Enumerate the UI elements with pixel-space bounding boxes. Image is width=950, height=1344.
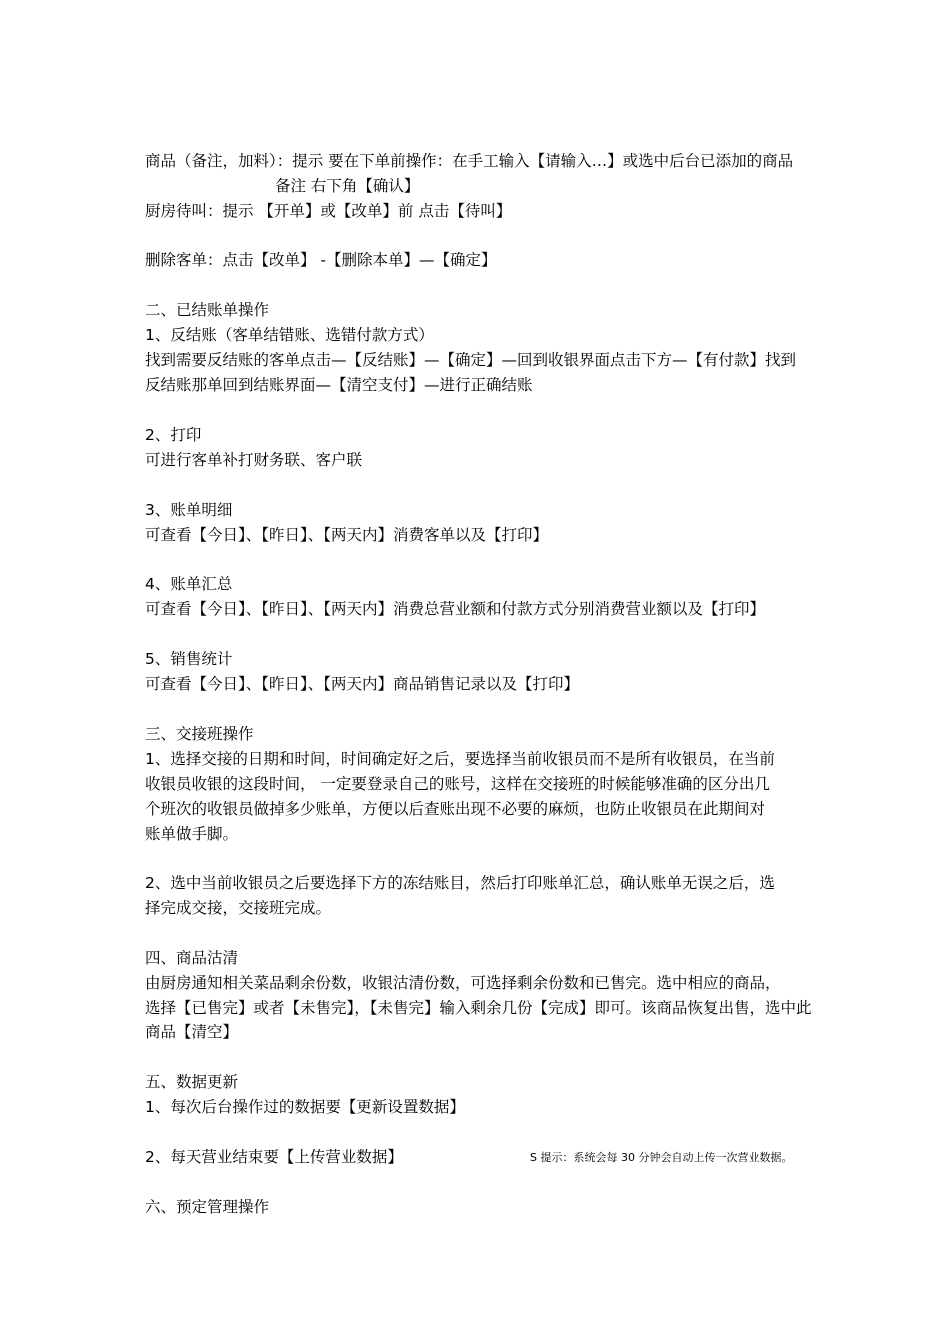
text-line: 备注 右下角【确认】: [275, 177, 420, 195]
text-line: 2、每天营业结束要【上传营业数据】: [145, 1148, 403, 1166]
text-line: 账单做手脚。: [145, 825, 239, 843]
text-line: 可查看【今日】、【昨日】、【两天内】消费总营业额和付款方式分别消费营业额以及【打印】: [145, 600, 766, 618]
section-heading: 六、预定管理操作: [145, 1198, 270, 1216]
subsection-heading: 4、账单汇总: [145, 575, 233, 593]
subsection-heading: 3、账单明细: [145, 501, 233, 519]
text-line: 可查看【今日】、【昨日】、【两天内】商品销售记录以及【打印】: [145, 675, 580, 693]
subsection-heading: 2、打印: [145, 426, 202, 444]
text-line: 可进行客单补打财务联、客户联: [145, 451, 363, 469]
section-heading: 四、商品沽清: [145, 949, 239, 967]
text-line: 厨房待叫：提示 【开单】或【改单】前 点击【待叫】: [145, 202, 512, 220]
text-line: 择完成交接，交接班完成。: [145, 899, 332, 917]
text-line: 选择【已售完】或者【未售完】，【未售完】输入剩余几份【完成】即可。该商品恢复出售，选中此: [145, 999, 812, 1017]
tip-note: S 提示：系统会每 30 分钟会自动上传一次营业数据。: [530, 1151, 793, 1164]
text-line: 个班次的收银员做掉多少账单，方便以后查账出现不必要的麻烦，也防止收银员在此期间对: [145, 800, 766, 818]
text-line: 2、选中当前收银员之后要选择下方的冻结账目，然后打印账单汇总，确认账单无误之后，选: [145, 874, 775, 892]
subsection-heading: 5、销售统计: [145, 650, 233, 668]
section-heading: 五、数据更新: [145, 1073, 239, 1091]
section-heading: 三、交接班操作: [145, 725, 254, 743]
text-line: 1、选择交接的日期和时间，时间确定好之后，要选择当前收银员而不是所有收银员，在当前: [145, 750, 775, 768]
text-line: 商品（备注，加料）：提示 要在下单前操作：在手工输入【请输入…】或选中后台已添加的商品: [145, 152, 794, 170]
text-line: 1、每次后台操作过的数据要【更新设置数据】: [145, 1098, 465, 1116]
subsection-heading: 1、反结账（客单结错账、选错付款方式）: [145, 326, 434, 344]
text-line: 由厨房通知相关菜品剩余份数，收银沽清份数，可选择剩余份数和已售完。选中相应的商品，: [145, 974, 781, 992]
text-line: 商品【清空】: [145, 1023, 239, 1041]
text-line: 可查看【今日】、【昨日】、【两天内】消费客单以及【打印】: [145, 526, 549, 544]
section-heading: 二、已结账单操作: [145, 301, 270, 319]
text-line: 收银员收银的这段时间， 一定要登录自己的账号，这样在交接班的时候能够准确的区分出几: [145, 775, 770, 793]
text-line: 删除客单：点击【改单】 -【删除本单】—【确定】: [145, 251, 497, 269]
text-line: 找到需要反结账的客单点击—【反结账】—【确定】—回到收银界面点击下方—【有付款】找到: [145, 351, 797, 369]
text-line: 反结账那单回到结账界面—【清空支付】—进行正确结账: [145, 376, 533, 394]
